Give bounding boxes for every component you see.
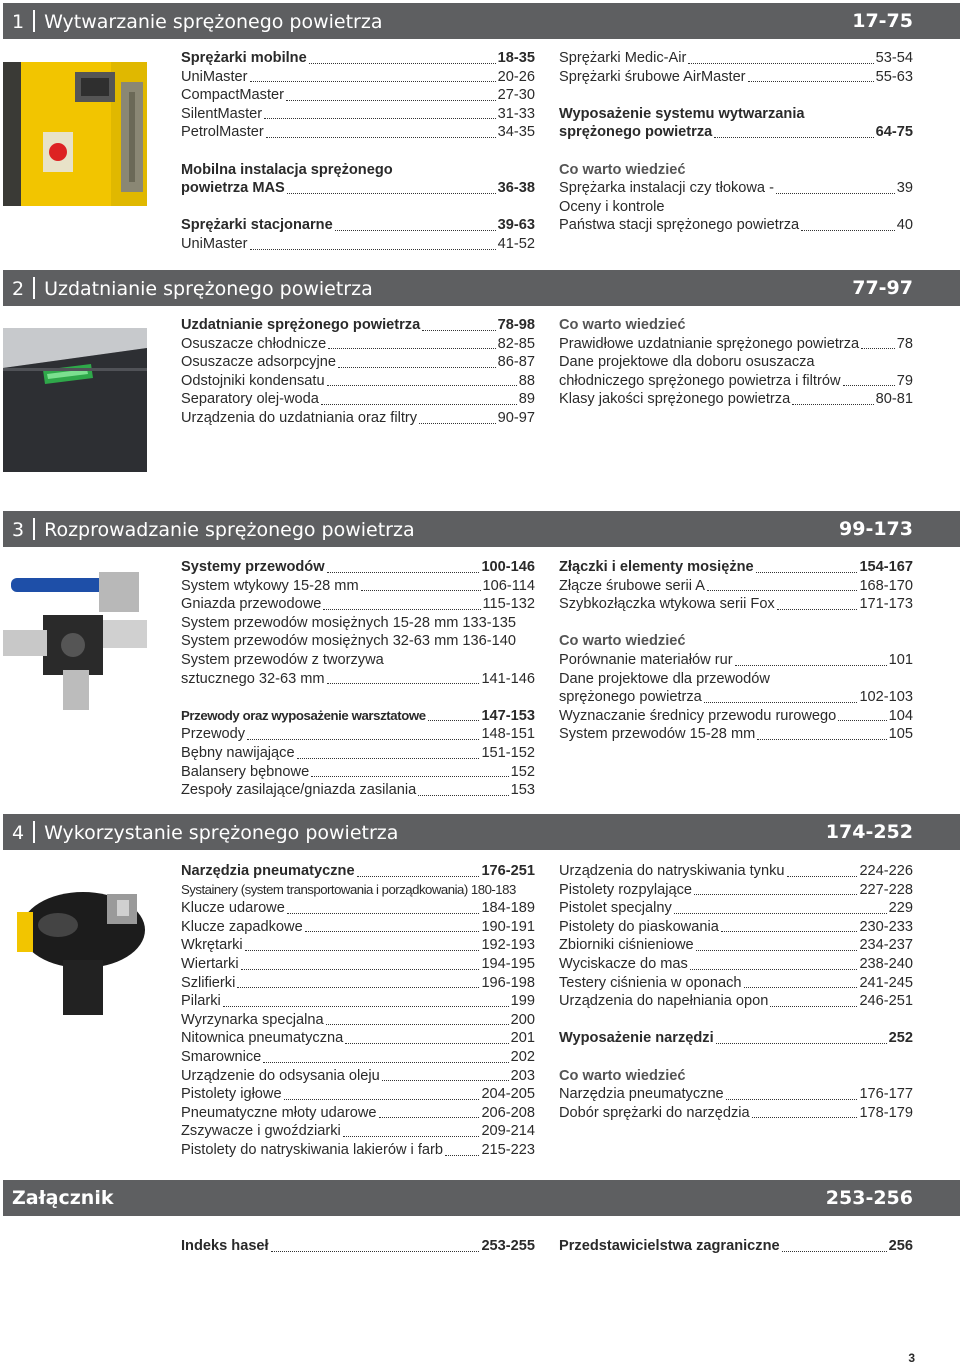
toc-entry[interactable]: Pilarki 199: [181, 993, 535, 1010]
toc-entry[interactable]: Klucze zapadkowe 190-191: [181, 918, 535, 935]
dryer-image: [3, 328, 147, 472]
section-header-appendix: [3, 1180, 960, 1216]
section-range: 17-75: [852, 10, 913, 32]
toc-column-5-left: [181, 1237, 535, 1256]
toc-column-5-right: [559, 1237, 913, 1256]
toc-entry[interactable]: Osuszacze chłodnicze 82-85: [181, 335, 535, 352]
toc-entry[interactable]: CompactMaster 27-30: [181, 87, 535, 104]
toc-entry[interactable]: Wkrętarki 192-193: [181, 937, 535, 954]
toc-column-3-right: [559, 558, 913, 744]
info-heading: Co warto wiedzieć: [559, 317, 686, 333]
section-header-1: [3, 3, 960, 39]
toc-entry[interactable]: Testery ciśnienia w oponach 241-245: [559, 974, 913, 991]
toc-entry[interactable]: System wtykowy 15-28 mm 106-114: [181, 577, 535, 594]
toc-entry[interactable]: UniMaster 41-52: [181, 235, 535, 252]
toc-entry[interactable]: Przedstawicielstwa zagraniczne 256: [559, 1238, 913, 1254]
toc-entry[interactable]: Zespoły zasilające/gniazda zasilania 153: [181, 782, 535, 799]
toc-entry[interactable]: Balansery bębnowe 152: [181, 763, 535, 780]
toc-line: Mobilna instalacja sprężonego: [181, 161, 393, 178]
toc-entry[interactable]: Zbiorniki ciśnieniowe 234-237: [559, 937, 913, 954]
toc-entry[interactable]: Przewody 148-151: [181, 726, 535, 743]
toc-column-3-left: [181, 558, 535, 800]
toc-entry[interactable]: Sprężarki Medic-Air 53-54: [559, 50, 913, 66]
toc-entry[interactable]: Państwa stacji sprężonego powietrza 40: [559, 217, 913, 234]
toc-entry[interactable]: Indeks haseł 253-255: [181, 1238, 535, 1254]
toc-line: Systainery (system transportowania i porządkowania) 180-183: [181, 881, 516, 897]
toc-entry[interactable]: PetrolMaster 34-35: [181, 124, 535, 141]
section-number: 3: [12, 519, 25, 541]
info-heading: Co warto wiedzieć: [559, 1067, 686, 1084]
toc-line: Dane projektowe dla doboru osuszacza: [559, 354, 815, 371]
toc-entry[interactable]: sprężonego powietrza 102-103: [559, 689, 913, 706]
toc-column-4-right: [559, 862, 913, 1122]
impact-wrench-image: [3, 870, 147, 1020]
toc-entry[interactable]: Pneumatyczne młoty udarowe 206-208: [181, 1104, 535, 1121]
toc-entry[interactable]: powietrza MAS 36-38: [181, 180, 535, 197]
toc-entry[interactable]: Sprężarki mobilne 18-35: [181, 50, 535, 66]
toc-entry[interactable]: Bębny nawijające 151-152: [181, 744, 535, 761]
toc-entry[interactable]: Urządzenia do uzdatniania oraz filtry 90-97: [181, 409, 535, 426]
toc-entry[interactable]: SilentMaster 31-33: [181, 105, 535, 122]
toc-entry[interactable]: System przewodów 15-28 mm 105: [559, 726, 913, 743]
section-number: 4: [12, 822, 25, 844]
toc-line: System przewodów z tworzywa: [181, 651, 384, 668]
toc-entry[interactable]: Narzędzia pneumatyczne 176-177: [559, 1086, 913, 1103]
toc-entry[interactable]: sprężonego powietrza 64-75: [559, 124, 913, 141]
page-number: 3: [908, 1351, 915, 1365]
toc-column-1-right: [559, 49, 913, 235]
compressor-image: [3, 62, 147, 206]
toc-entry[interactable]: Smarownice 202: [181, 1048, 535, 1065]
toc-entry[interactable]: Złączki i elementy mosiężne 154-167: [559, 559, 913, 575]
toc-entry[interactable]: Wyciskacze do mas 238-240: [559, 955, 913, 972]
toc-entry[interactable]: Wiertarki 194-195: [181, 955, 535, 972]
toc-entry[interactable]: Złącze śrubowe serii A 168-170: [559, 577, 913, 594]
toc-entry[interactable]: Urządzenie do odsysania oleju 203: [181, 1067, 535, 1084]
toc-entry[interactable]: Pistolety igłowe 204-205: [181, 1086, 535, 1103]
toc-line: Oceny i kontrole: [559, 198, 665, 215]
toc-entry[interactable]: Sprężarka instalacji czy tłokowa - 39: [559, 180, 913, 197]
toc-entry[interactable]: Pistolety do natryskiwania lakierów i farb 215-223: [181, 1141, 535, 1158]
section-header-3: [3, 511, 960, 547]
section-title: Wykorzystanie sprężonego powietrza: [44, 822, 399, 844]
toc-column-2-left: [181, 316, 535, 428]
toc-entry[interactable]: Pistolety do piaskowania 230-233: [559, 918, 913, 935]
toc-entry[interactable]: Szlifierki 196-198: [181, 974, 535, 991]
toc-entry[interactable]: Szybkozłączka wtykowa serii Fox 171-173: [559, 596, 913, 613]
section-title: Wytwarzanie sprężonego powietrza: [44, 11, 383, 33]
toc-entry[interactable]: Gniazda przewodowe 115-132: [181, 596, 535, 613]
toc-entry[interactable]: Systemy przewodów 100-146: [181, 559, 535, 575]
toc-line: System przewodów mosiężnych 32-63 mm 136-140: [181, 633, 516, 650]
toc-entry[interactable]: Urządzenia do natryskiwania tynku 224-226: [559, 863, 913, 879]
section-title: Rozprowadzanie sprężonego powietrza: [44, 519, 415, 541]
toc-line: Dane projektowe dla przewodów: [559, 670, 770, 687]
toc-entry[interactable]: Zszywacze i gwoździarki 209-214: [181, 1123, 535, 1140]
section-number: 1: [12, 11, 25, 33]
info-heading: Co warto wiedzieć: [559, 633, 686, 650]
toc-column-1-left: [181, 49, 535, 254]
toc-entry[interactable]: Osuszacze adsorpcyjne 86-87: [181, 354, 535, 371]
toc-entry[interactable]: Pistolety rozpylające 227-228: [559, 881, 913, 898]
toc-entry[interactable]: Pistolet specjalny 229: [559, 900, 913, 917]
info-heading: Co warto wiedzieć: [559, 161, 686, 178]
toc-entry[interactable]: Sprężarki stacjonarne 39-63: [181, 217, 535, 234]
toc-column-4-left: [181, 862, 535, 1160]
toc-entry[interactable]: Przewody oraz wyposażenie warsztatowe 147-153: [181, 707, 535, 724]
toc-entry[interactable]: Wyznaczanie średnicy przewodu rurowego 104: [559, 707, 913, 724]
toc-entry[interactable]: Separatory olej-woda 89: [181, 391, 535, 408]
section-title: Załącznik: [12, 1187, 114, 1209]
toc-entry[interactable]: Prawidłowe uzdatnianie sprężonego powietrza 78: [559, 335, 913, 352]
section-range: 99-173: [839, 518, 913, 540]
toc-entry[interactable]: Sprężarki śrubowe AirMaster 55-63: [559, 68, 913, 85]
section-range: 77-97: [852, 277, 913, 299]
section-header-2: [3, 270, 960, 306]
section-header-4: [3, 814, 960, 850]
valve-image: [3, 570, 147, 714]
toc-entry[interactable]: sztucznego 32-63 mm 141-146: [181, 670, 535, 687]
toc-entry[interactable]: Uzdatnianie sprężonego powietrza 78-98: [181, 317, 535, 333]
toc-entry[interactable]: Odstojniki kondensatu 88: [181, 372, 535, 389]
toc-entry[interactable]: chłodniczego sprężonego powietrza i filtrów 79: [559, 372, 913, 389]
section-title: Uzdatnianie sprężonego powietrza: [44, 278, 373, 300]
toc-entry[interactable]: Wyposażenie narzędzi 252: [559, 1030, 913, 1047]
section-range: 253-256: [825, 1187, 913, 1209]
toc-entry[interactable]: Klucze udarowe 184-189: [181, 900, 535, 917]
section-number: 2: [12, 278, 25, 300]
toc-entry[interactable]: Porównanie materiałów rur 101: [559, 651, 913, 668]
section-range: 174-252: [825, 821, 913, 843]
toc-entry[interactable]: Wyrzynarka specjalna 200: [181, 1011, 535, 1028]
toc-entry[interactable]: UniMaster 20-26: [181, 68, 535, 85]
toc-line: System przewodów mosiężnych 15-28 mm 133-135: [181, 614, 516, 631]
toc-entry[interactable]: Urządzenia do napełniania opon 246-251: [559, 993, 913, 1010]
toc-entry[interactable]: Dobór sprężarki do narzędzia 178-179: [559, 1104, 913, 1121]
toc-entry[interactable]: Narzędzia pneumatyczne 176-251: [181, 863, 535, 879]
toc-column-2-right: [559, 316, 913, 409]
toc-line: Wyposażenie systemu wytwarzania: [559, 105, 805, 122]
toc-entry[interactable]: Klasy jakości sprężonego powietrza 80-81: [559, 391, 913, 408]
toc-entry[interactable]: Nitownica pneumatyczna 201: [181, 1030, 535, 1047]
